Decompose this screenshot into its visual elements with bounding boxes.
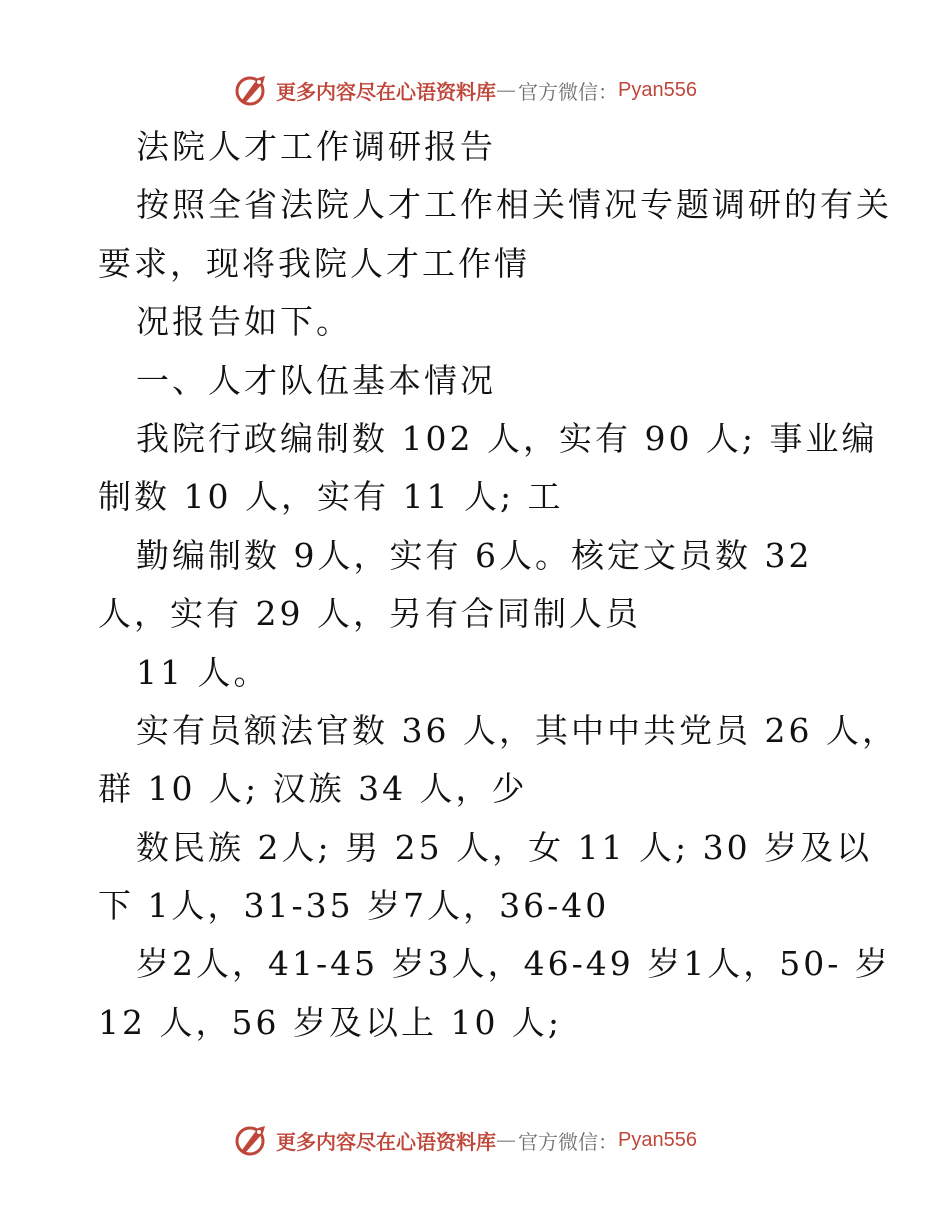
paragraph-line: 要求，现将我院人才工作情 <box>98 243 530 283</box>
watermark-brand: 更多内容尽在心语资料库 <box>276 79 496 104</box>
watermark-separator: — <box>496 1128 516 1152</box>
document-body <box>98 118 898 1052</box>
section-heading: 一、人才队伍基本情况 <box>136 360 496 400</box>
watermark-official-label: 官方微信： <box>518 79 618 104</box>
paragraph-line: 岁2人，41-45 岁3人，46-49 岁1人，50- 岁 <box>136 944 891 984</box>
watermark-wechat-id: Pyan556 <box>618 78 697 101</box>
paragraph-line: 按照全省法院人才工作相关情况专题调研的有关 <box>136 185 892 225</box>
paragraph-line: 人，实有 29 人，另有合同制人员 <box>98 594 641 634</box>
watermark-footer <box>232 1120 697 1160</box>
paragraph-line: 群 10 人; 汉族 34 人，少 <box>98 769 528 809</box>
watermark-brand: 更多内容尽在心语资料库 <box>276 1129 496 1154</box>
watermark-separator: — <box>496 78 516 102</box>
paragraph-line: 况报告如下。 <box>136 302 352 342</box>
document-title: 法院人才工作调研报告 <box>136 127 496 166</box>
watermark-official-label: 官方微信： <box>518 1129 618 1154</box>
paragraph-line: 实有员额法官数 36 人，其中中共党员 26 人， <box>136 710 898 750</box>
paragraph-line: 12 人，56 岁及以上 10 人; <box>98 1002 563 1042</box>
paragraph-line: 我院行政编制数 102 人，实有 90 人; 事业编 <box>136 418 878 458</box>
pen-nib-circle-icon <box>232 70 272 110</box>
watermark-wechat-id: Pyan556 <box>618 1128 697 1151</box>
paragraph-line: 下 1人，31-35 岁7人，36-40 <box>98 886 610 926</box>
paragraph-line: 制数 10 人，实有 11 人; 工 <box>98 477 564 517</box>
paragraph-line: 数民族 2人; 男 25 人，女 11 人; 30 岁及以 <box>136 827 873 867</box>
paragraph-line: 勤编制数 9人，实有 6人。核定文员数 32 <box>136 535 813 575</box>
watermark-header <box>232 70 697 110</box>
pen-nib-circle-icon <box>232 1120 272 1160</box>
paragraph-line: 11 人。 <box>136 652 270 692</box>
